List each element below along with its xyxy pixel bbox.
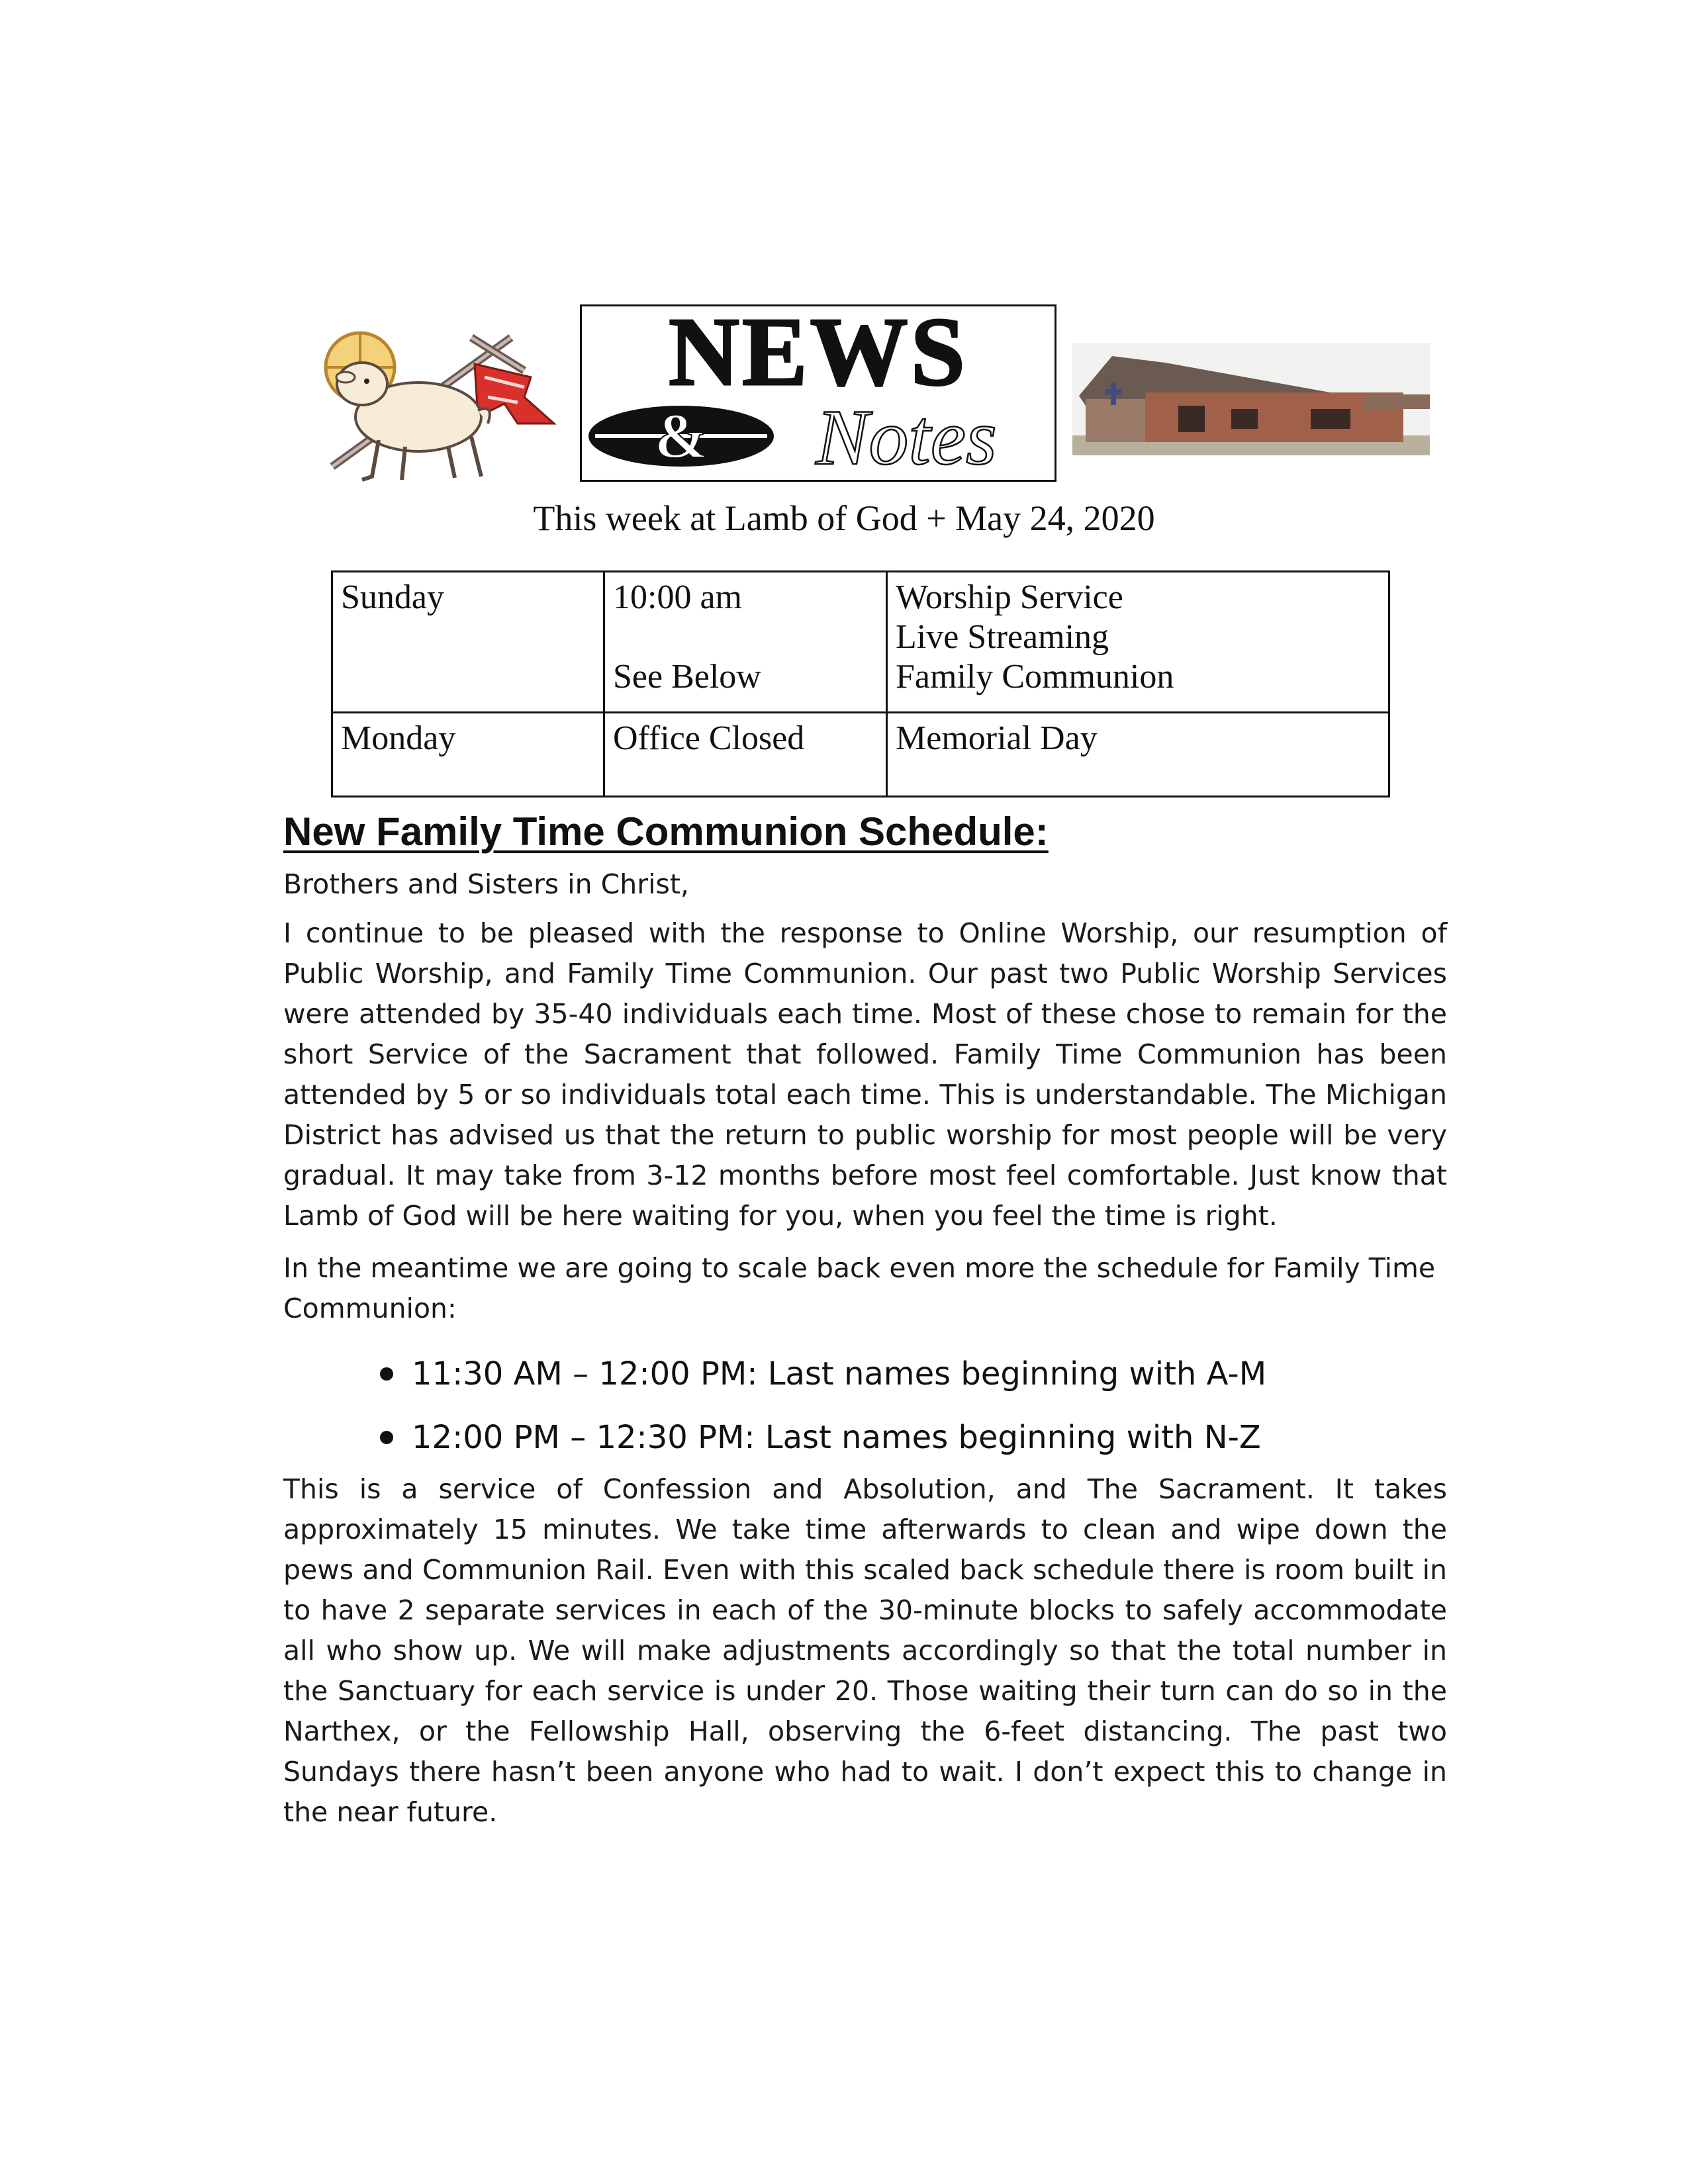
list-item-text: 12:00 PM – 12:30 PM: Last names beginning with N-Z <box>412 1419 1261 1456</box>
time-line: 10:00 am <box>613 578 742 616</box>
logo-ampersand: & <box>655 400 708 471</box>
communion-times-list <box>377 1342 1266 1469</box>
event-line: Family Communion <box>896 658 1174 696</box>
logo-word: NEWS <box>669 306 968 406</box>
event-cell <box>887 713 1389 797</box>
list-item <box>377 1342 1266 1406</box>
greeting: Brothers and Sisters in Christ, <box>283 868 689 900</box>
weekly-schedule-table <box>331 570 1390 797</box>
event-line: Live Streaming <box>896 618 1109 656</box>
table-row <box>332 572 1389 713</box>
time-line: See Below <box>613 658 761 696</box>
paragraph-3: This is a service of Confession and Absolution, and The Sacrament. It takes approximately 15 minutes. We take time afterwards to clean and wipe down the pews and Communion Rail. Even with this scaled back schedule there is room built in to have 2 separate services in each of the 30-minute blocks to safely accommodate all who show up. We will make adjustments accordingly so that the total number in the Sanctuary for each service is under 20. Those waiting their turn can do so in the Narthex, or the Fellowship Hall, observing the 6-feet distancing. The past two Sundays there hasn’t been anyone who had to wait. I don’t expect this to change in the near future. <box>283 1473 1447 1828</box>
event-cell <box>887 572 1389 713</box>
week-header-line: This week at Lamb of God + May 24, 2020 <box>533 498 1155 538</box>
time-cell <box>604 713 887 797</box>
logo-script: Notes <box>816 393 997 480</box>
list-item-text: 11:30 AM – 12:00 PM: Last names beginning with A-M <box>412 1355 1267 1392</box>
event-line: Worship Service <box>896 578 1123 616</box>
event-line: Memorial Day <box>896 719 1098 757</box>
paragraph-2: In the meantime we are going to scale back even more the schedule for Family Time Communion: <box>283 1252 1436 1324</box>
time-line: Office Closed <box>613 719 805 757</box>
church-building-image <box>1072 343 1430 455</box>
day-cell: Monday <box>332 713 604 797</box>
bullet-icon <box>380 1431 393 1444</box>
article-heading: New Family Time Communion Schedule: <box>283 809 1049 854</box>
day-cell: Sunday <box>332 572 604 713</box>
lamb-of-god-icon <box>306 324 557 490</box>
list-item <box>377 1406 1266 1469</box>
bullet-icon <box>380 1367 393 1381</box>
time-cell <box>604 572 887 713</box>
time-line-gap <box>613 617 878 657</box>
news-and-notes-logo <box>580 304 1056 482</box>
table-row <box>332 713 1389 797</box>
paragraph-1: I continue to be pleased with the response to Online Worship, our resumption of Public Worship, and Family Time Communion. Our past two Public Worship Services were attended by 35-40 individuals each time. Most of these chose to remain for the short Service of the Sacrament that followed. Family Time Communion has been attended by 5 or so individuals total each time. This is understandable. The Michigan District has advised us that the return to public worship for most people will be very gradual. It may take from 3-12 months before most feel comfortable. Just know that Lamb of God will be here waiting for you, when you feel the time is right. <box>283 917 1447 1232</box>
